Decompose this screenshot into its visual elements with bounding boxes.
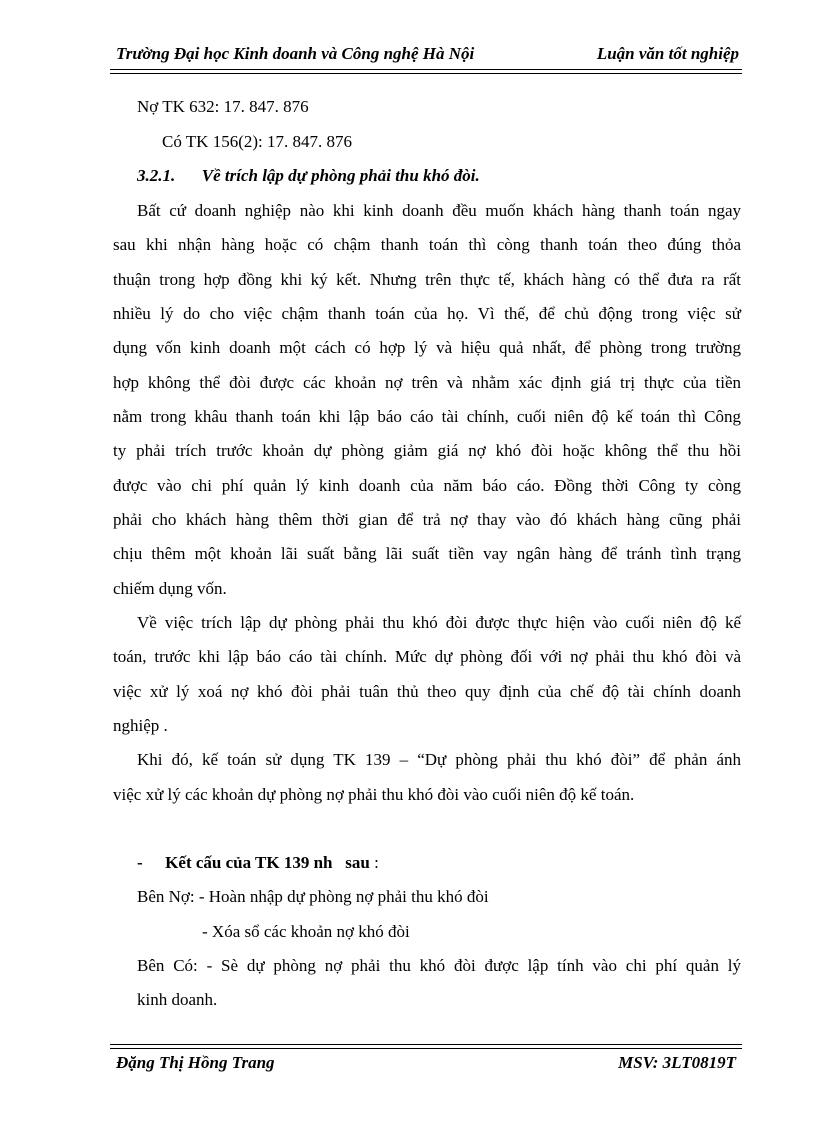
debit-side-line-2: - Xóa sổ các khoản nợ khó đòi (202, 922, 410, 941)
bullet: - (137, 853, 143, 872)
p1-line: nằm trong khâu thanh toán khi lập báo cáo tài chính, cuối niên độ kế toán thì Công (113, 407, 741, 426)
p2-line: Về việc trích lập dự phòng phải thu khó đòi được thực hiện vào cuối niên độ kế (137, 613, 741, 632)
header-rule (110, 69, 742, 70)
credit-entry: Có TK 156(2): 17. 847. 876 (162, 132, 352, 151)
p1-line: hợp không thể đòi được các khoản nợ trên và nhằm xác định giá trị thực của tiền (113, 373, 741, 392)
footer-rule-thin (110, 1044, 742, 1045)
section-heading (137, 166, 480, 186)
page-footer (116, 1053, 736, 1073)
header-doc-type: Luận văn tốt nghiệp (596, 44, 739, 63)
page-header (116, 44, 739, 68)
p1-line: chiếm dụng vốn. (113, 579, 227, 598)
header-rule-thin (110, 73, 742, 74)
p3-line: Khi đó, kế toán sử dụng TK 139 – “Dự phòng phải thu khó đòi” để phản ánh (137, 750, 741, 769)
footer-author: Đặng Thị Hồng Trang (116, 1053, 275, 1072)
structure-heading-text: Kết cấu của TK 139 nh sau (165, 853, 370, 872)
footer-rule (110, 1048, 742, 1049)
section-title: Về trích lập dự phòng phải thu khó đòi. (201, 166, 480, 185)
structure-heading-colon: : (374, 853, 379, 872)
p1-line: được vào chi phí quản lý kinh doanh của năm báo cáo. Đồng thời Công ty còng (113, 476, 741, 495)
structure-heading (137, 853, 379, 873)
p1-line: sau khi nhận hàng hoặc có chậm thanh toán thì còng thanh toán theo đúng thỏa (113, 235, 741, 254)
section-number: 3.2.1. (137, 166, 176, 185)
credit-side-line-2: kinh doanh. (137, 990, 218, 1009)
p1-line: thuận trong hợp đồng khi ký kết. Nhưng trên thực tế, khách hàng có thể đưa ra rất (113, 270, 741, 289)
header-school: Trường Đại học Kinh doanh và Công nghệ Hà Nội (116, 44, 475, 63)
p2-line: nghiệp . (113, 716, 168, 735)
p1-line: phải cho khách hàng thêm thời gian để trả nợ thay vào đó khách hàng cũng phải (113, 510, 741, 529)
debit-entry: Nợ TK 632: 17. 847. 876 (137, 97, 309, 116)
p3-line: việc xử lý các khoản dự phòng nợ phải thu khó đòi vào cuối niên độ kế toán. (113, 785, 635, 804)
p1-line: ty phải trích trước khoản dự phòng giảm giá nợ khó đòi hoặc không thể thu hồi (113, 441, 741, 460)
credit-side-line-1: Bên Có: - Sè dự phòng nợ phải thu khó đòi được lập tính vào chi phí quản lý (137, 956, 741, 975)
debit-side-line-1: Bên Nợ: - Hoàn nhập dự phòng nợ phải thu khó đòi (137, 887, 489, 906)
p1-line: chịu thêm một khoản lãi suất bằng lãi suất tiền vay ngân hàng để tránh tình trạng (113, 544, 741, 563)
p1-line: Bất cứ doanh nghiệp nào khi kinh doanh đều muốn khách hàng thanh toán ngay (137, 201, 741, 220)
p1-line: dụng vốn kinh doanh một cách có hợp lý và hiệu quả nhất, để phòng trong trường (113, 338, 741, 357)
p2-line: toán, trước khi lập báo cáo tài chính. Mức dự phòng đối với nợ phải thu khó đòi và (113, 647, 741, 666)
p1-line: nhiều lý do cho việc chậm thanh toán của họ. Vì thế, để chủ động trong việc sử (113, 304, 741, 323)
footer-student-id: MSV: 3LT0819T (618, 1053, 736, 1072)
p2-line: việc xử lý xoá nợ khó đòi phải tuân thủ theo quy định của chế độ tài chính doanh (113, 682, 741, 701)
